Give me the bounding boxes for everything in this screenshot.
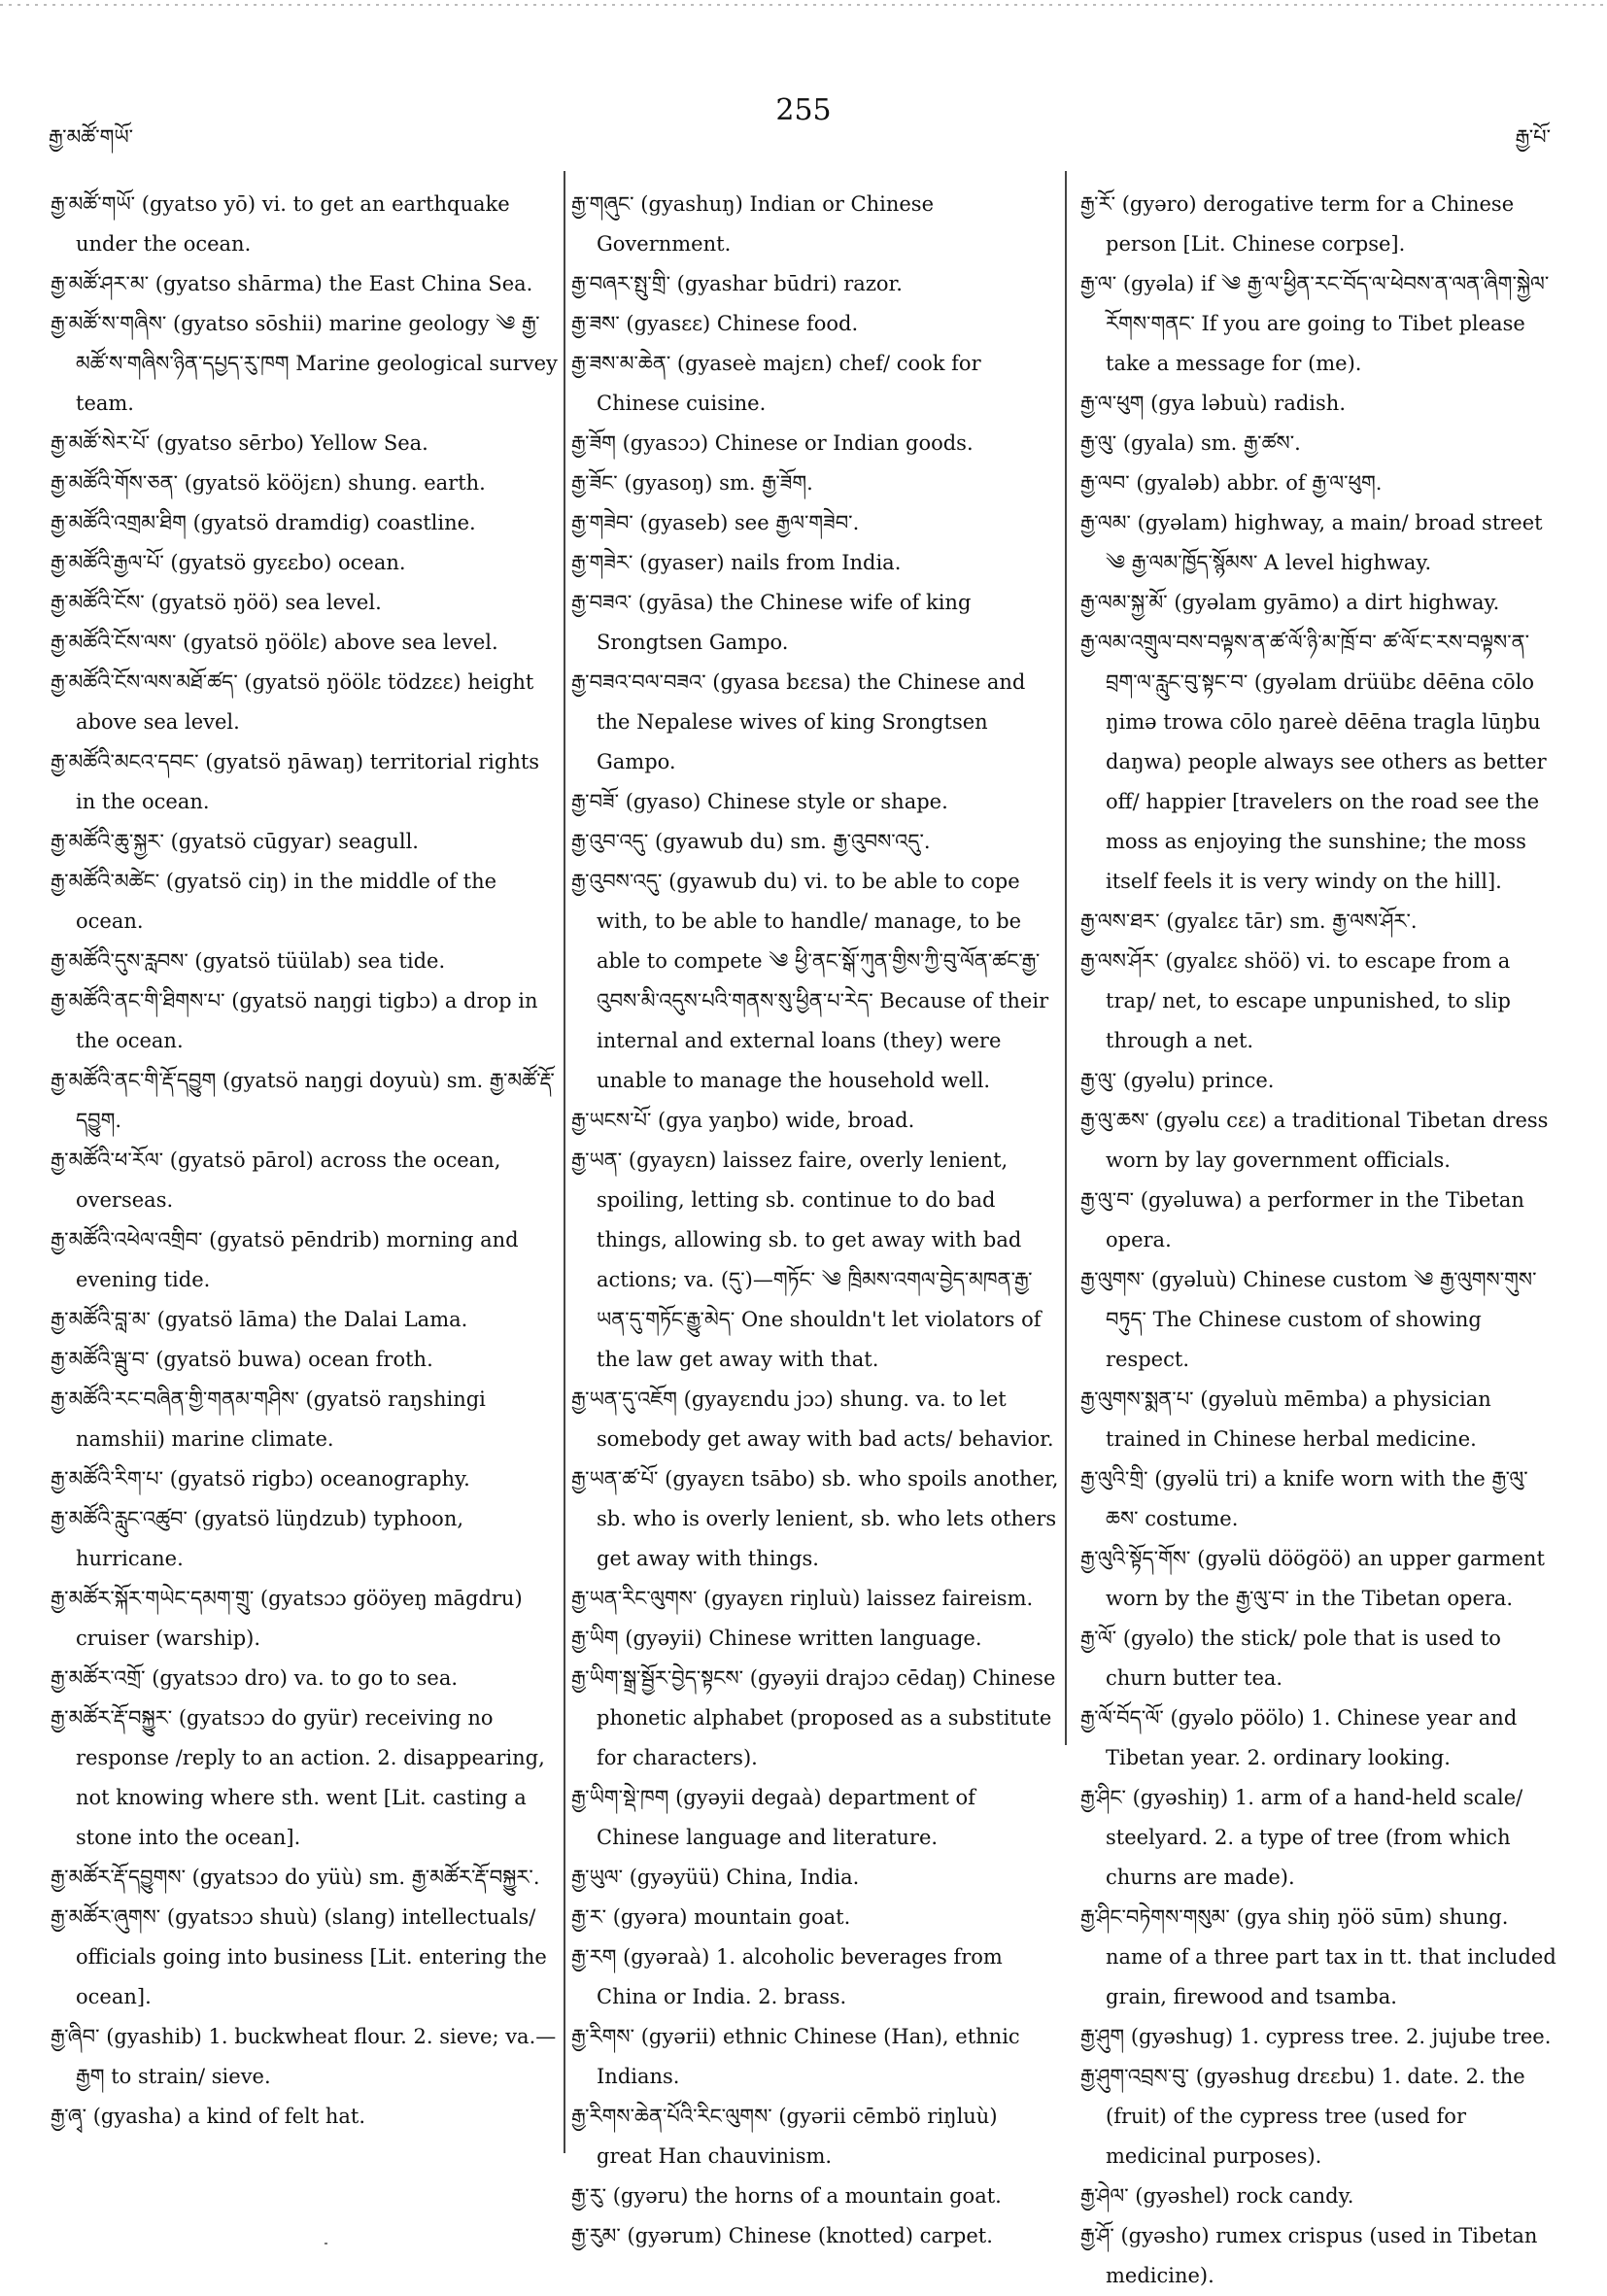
dictionary-entry: [1080, 185, 1560, 264]
entry-headword: རྒྱ་མཚོའི་འཕེལ་འགྲིབ་: [51, 1228, 203, 1251]
running-head-right: རྒྱ་པོ་: [1515, 125, 1551, 149]
dictionary-entry: [1080, 424, 1560, 463]
entry-headword: རྒྱ་མཚོའི་མཚེང་: [51, 870, 160, 893]
entry-headword: རྒྱ་བཟའ་: [571, 591, 633, 614]
dictionary-entry: [51, 1340, 564, 1380]
entry-definition: (gyəluù) Chinese custom ༄ རྒྱ་ལུགས་གུས་བཏུད་ The Chinese custom of showing respect.: [1106, 1268, 1537, 1371]
entry-headword: རྒྱ་རུམ་: [571, 2224, 621, 2247]
entry-headword: རྒྱ་མཚོའི་གོས་ཅན་: [51, 471, 179, 495]
dictionary-entry: [1080, 2057, 1560, 2176]
entry-definition: (gyatsö dramdig) coastline.: [186, 511, 476, 534]
dictionary-entry: [571, 583, 1059, 663]
dictionary-entry: [1080, 2216, 1560, 2296]
dictionary-entry: [1080, 1061, 1560, 1101]
entry-headword: རྒྱ་ཤུག: [1080, 2025, 1125, 2048]
entry-headword: རྒྱ་ལུགས་: [1080, 1268, 1145, 1291]
dictionary-entry: [51, 1659, 564, 1698]
dictionary-entry: [571, 344, 1059, 424]
dictionary-entry: [51, 981, 564, 1061]
entry-definition: (gyərum) Chinese (knotted) carpet.: [620, 2224, 993, 2247]
dictionary-entry: [51, 1579, 564, 1659]
entry-headword: རྒྱ་མཚོའི་ངོས་: [51, 591, 145, 614]
entry-headword: རྒྱ་བཞར་སྤུ་གྲི་: [571, 272, 670, 295]
dictionary-entry: [1080, 1260, 1560, 1380]
dictionary-entry: [571, 2216, 1059, 2256]
entry-headword: རྒྱ་གཟེར་: [571, 551, 633, 574]
entry-definition: (gyayɛn tsābo) sb. who spoils another, sb. who is overly lenient, sb. who lets others get away with things.: [597, 1467, 1059, 1570]
entry-definition: (gyatsö raŋshingi namshii) marine climate.: [76, 1388, 486, 1451]
entry-definition: (gyatsɔɔ dro) va. to go to sea.: [145, 1666, 459, 1690]
dictionary-entry: [1080, 942, 1560, 1061]
dictionary-entry: [1080, 503, 1560, 583]
entry-headword: རྒྱ་རག: [571, 1945, 617, 1969]
dictionary-entry: [1080, 384, 1560, 424]
entry-headword: རྒྱ་མཚོ་སེར་པོ་: [51, 431, 151, 455]
entry-definition: (gyatsö buwa) ocean froth.: [149, 1348, 433, 1371]
entry-definition: (gyatsö ciŋ) in the middle of the ocean.: [76, 870, 497, 933]
entry-headword: རྒྱ་ལུ་: [1080, 1069, 1117, 1092]
entry-headword: རྒྱ་མཚོའི་རིག་པ་: [51, 1467, 164, 1491]
entry-definition: (gyatsɔɔ do yüù) sm. རྒྱ་མཚོར་རྡོ་བསྐྱུར་.: [186, 1866, 540, 1889]
entry-headword: རྒྱ་གཞུང་: [571, 192, 634, 216]
entry-headword: རྒྱ་ཟོག: [571, 431, 616, 455]
entry-headword: རྒྱ་རིགས་ཆེན་པོའི་རིང་ལུགས་: [571, 2105, 772, 2128]
entry-definition: (gyatsö naŋgi doyuù) sm. རྒྱ་མཚོ་རྡོ་དབྱུག.: [76, 1069, 555, 1132]
entry-definition: (gyatsö gyɛɛbo) ocean.: [163, 551, 406, 574]
entry-headword: རྒྱ་ཟོང་: [571, 471, 618, 495]
entry-headword: རྒྱ་ཡིག་སྒྲ་སྦྱོར་བྱེད་སྟངས་: [571, 1666, 744, 1690]
entry-definition: (gyatsö ŋāwaŋ) territorial rights in the ocean.: [76, 750, 540, 813]
entry-definition: (gyəlam) highway, a main/ broad street ༄ རྒྱ་ལམ་ཁྱོད་སྙོམས་ A level highway.: [1106, 511, 1543, 574]
dictionary-entry: [571, 1778, 1059, 1858]
entry-definition: (gyatsö kööjɛn) shung. earth.: [178, 471, 486, 495]
dictionary-entry: [51, 1698, 564, 1858]
entry-headword: རྒྱ་ཞྭ་: [51, 2105, 87, 2128]
entry-headword: རྒྱ་མཚོར་རྡོ་དབྱུགས་: [51, 1866, 186, 1889]
entry-headword: རྒྱ་མཚོ་གཡོ་: [51, 192, 136, 216]
dictionary-entry: [1080, 2017, 1560, 2057]
entry-definition: (gyalɛɛ tār) sm. རྒྱ་ལས་ཤོར་.: [1159, 909, 1418, 933]
dictionary-entry: [51, 304, 564, 424]
dictionary-entry: [571, 2017, 1059, 2097]
entry-headword: རྒྱ་ལབ་: [1080, 471, 1130, 495]
entry-definition: (gyatsö ŋöö) sea level.: [144, 591, 382, 614]
dictionary-entry: [571, 264, 1059, 304]
entry-headword: རྒྱ་ལམ་འགྲུལ་བས་བལྟས་ན་ཚ་ལོ་ཉི་མ་ཁྲོ་བ་ ཚ་ལོ་ང་རས་བལྟས་ན་བྲག་ལ་རླུང་བུ་སྟང་བ་: [1080, 631, 1530, 694]
entry-definition: (gyəla) if ༄ རྒྱ་ལ་ཕྱིན་རང་བོད་ལ་ཕེབས་ན་ལན་ཞིག་སྐྱེལ་རོགས་གནང་ If you are going to Tibet please take a message for (me).: [1106, 272, 1550, 375]
entry-headword: རྒྱ་ལུའི་སྟོད་གོས་: [1080, 1547, 1191, 1570]
entry-definition: (gyəshel) rock candy.: [1128, 2184, 1354, 2208]
entry-definition: (gyaseè majɛn) chef/ cook for Chinese cuisine.: [597, 352, 981, 415]
dictionary-entry: [51, 1898, 564, 2017]
entry-headword: རྒྱ་ཤོ་: [1080, 2224, 1114, 2247]
entry-headword: རྒྱ་མཚོར་རྡོ་བསྐྱུར་: [51, 1706, 173, 1730]
dictionary-entry: [51, 1499, 564, 1579]
entry-headword: རྒྱ་ཡན་དུ་འཇོག: [571, 1388, 677, 1411]
dictionary-entry: [51, 503, 564, 543]
entry-headword: རྒྱ་ར་: [571, 1905, 607, 1929]
entry-headword: རྒྱ་མཚོའི་ལྦུ་བ་: [51, 1348, 150, 1371]
entry-headword: རྒྱ་མཚོ་ས་གཞིས་: [51, 312, 167, 335]
entry-definition: (gyəlü tri) a knife worn with the རྒྱ་ལུ་ཆས་ costume.: [1106, 1467, 1528, 1530]
dictionary-entry: [1080, 1698, 1560, 1778]
entry-headword: རྒྱ་མཚོའི་ངོས་ལས་མཐོ་ཚད་: [51, 670, 238, 694]
entry-definition: (gyashib) 1. buckwheat flour. 2. sieve; va.—རྒྱག to strain/ sieve.: [76, 2025, 557, 2088]
entry-definition: (gyəluù mēmba) a physician trained in Chinese herbal medicine.: [1106, 1388, 1491, 1451]
entry-headword: རྒྱ་རུ་: [571, 2184, 607, 2208]
dictionary-entry: [571, 463, 1059, 503]
entry-definition: (gyatsö ŋöölɛ) above sea level.: [176, 631, 498, 654]
entry-headword: རྒྱ་མཚོའི་དུས་རླབས་: [51, 949, 188, 973]
dictionary-entry: [1080, 902, 1560, 942]
dictionary-entry: [51, 424, 564, 463]
entry-definition: (gyasɔɔ) Chinese or Indian goods.: [615, 431, 974, 455]
entry-definition: (gyawub du) vi. to be able to cope with, to be able to handle/ manage, to be able to compete ༄ ཕྱི་ནང་སྒོ་ཀུན་གྱིས་ཀྱི་བུ་ལོན་ཚང་རྒྱ་འུབས་མི་འདུས་པའི་གནས་སུ་ཕྱིན་པ་རེད་ Because of their internal and external loans (they) were unable to manage the household well.: [597, 870, 1049, 1092]
entry-definition: (gyaser) nails from India.: [633, 551, 902, 574]
dictionary-entry: [51, 543, 564, 583]
dictionary-entry: [571, 185, 1059, 264]
entry-headword: རྒྱ་རོ་: [1080, 192, 1116, 216]
dictionary-entry: [571, 2097, 1059, 2176]
page-number: 255: [775, 93, 832, 127]
entry-definition: (gyatsɔɔ do gyür) receiving no response /reply to an action. 2. disappearing, not knowing where sth. went [Lit. casting a stone into the ocean].: [76, 1706, 545, 1849]
dictionary-entry: [51, 185, 564, 264]
dictionary-entry: [51, 1858, 564, 1898]
entry-headword: རྒྱ་ཟས་: [571, 312, 620, 335]
dictionary-entry: [1080, 1459, 1560, 1539]
running-head-left: རྒྱ་མཚོ་གཡོ་: [49, 125, 134, 149]
entry-definition: (gyayɛndu jɔɔ) shung. va. to let somebody get away with bad acts/ behavior.: [597, 1388, 1054, 1451]
dictionary-column-2: [571, 185, 1059, 2256]
entry-definition: (gyəyii drajɔɔ cēdaŋ) Chinese phonetic alphabet (proposed as a substitute for characters).: [597, 1666, 1056, 1769]
dictionary-entry: [1080, 623, 1560, 902]
dictionary-entry: [1080, 463, 1560, 503]
dictionary-column-3: [1080, 185, 1560, 2296]
entry-definition: (gyəru) the horns of a mountain goat.: [606, 2184, 1002, 2208]
dictionary-entry: [1080, 2176, 1560, 2216]
dictionary-entry: [51, 2017, 564, 2097]
entry-definition: (gya yaŋbo) wide, broad.: [651, 1109, 915, 1132]
entry-headword: རྒྱ་ལུ་: [1080, 431, 1117, 455]
entry-headword: རྒྱ་མཚོའི་འགྲམ་ཐིག: [51, 511, 187, 534]
entry-definition: (gyatso shārma) the East China Sea.: [149, 272, 533, 295]
entry-headword: རྒྱ་མཚོའི་རང་བཞིན་གྱི་གནམ་གཤིས་: [51, 1388, 299, 1411]
column-divider: [1065, 171, 1067, 1745]
entry-definition: (gyəyii degaà) department of Chinese language and literature.: [597, 1786, 975, 1849]
dictionary-entry: [51, 1300, 564, 1340]
dictionary-entry: [51, 1459, 564, 1499]
entry-headword: རྒྱ་ལས་ཐར་: [1080, 909, 1160, 933]
entry-definition: (gyayɛn) laissez faire, overly lenient, spoiling, letting sb. continue to do bad things, allowing sb. to get away with bad actions; va. (དུ་)—གཏོང་ ༄ ཁྲིམས་འགལ་བྱེད་མཁན་རྒྱ་ཡན་དུ་གཏོང་རྒྱུ་མེད་ One shouldn't let violators of the law get away with that.: [597, 1148, 1042, 1371]
entry-headword: རྒྱ་ལུ་བ་: [1080, 1188, 1135, 1212]
entry-headword: རྒྱ་ལོ་བོད་ལོ་: [1080, 1706, 1164, 1730]
dictionary-entry: [571, 503, 1059, 543]
entry-headword: རྒྱ་མཚོ་ཤར་མ་: [51, 272, 150, 295]
entry-headword: རྒྱ་བཟའ་བལ་བཟའ་: [571, 670, 706, 694]
entry-definition: (gyatsö cūgyar) seagull.: [163, 830, 419, 853]
entry-definition: (gyəraà) 1. alcoholic beverages from China or India. 2. brass.: [597, 1945, 1003, 2008]
entry-headword: རྒྱ་བཟོ་: [571, 790, 620, 813]
dictionary-entry: [571, 782, 1059, 822]
dictionary-entry: [51, 1380, 564, 1459]
scan-artifact-line: [0, 4, 1607, 6]
dictionary-entry: [571, 1619, 1059, 1659]
entry-headword: རྒྱ་ཡིག: [571, 1627, 619, 1650]
dictionary-entry: [51, 2097, 564, 2137]
dictionary-entry: [1080, 1778, 1560, 1898]
entry-headword: རྒྱ་ཤེལ་: [1080, 2184, 1129, 2208]
dictionary-entry: [1080, 264, 1560, 384]
entry-definition: (gyəlu cɛɛ) a traditional Tibetan dress worn by lay government officials.: [1106, 1109, 1549, 1172]
entry-headword: རྒྱ་མཚོའི་ནང་གི་རྡོ་དབྱུག: [51, 1069, 217, 1092]
entry-definition: (gyəsho) rumex crispus (used in Tibetan medicine).: [1106, 2224, 1538, 2287]
entry-definition: (gyəyii) Chinese written language.: [618, 1627, 982, 1650]
dictionary-entry: [571, 1898, 1059, 1937]
dictionary-entry: [571, 862, 1059, 1101]
entry-headword: རྒྱ་ལུགས་སྨན་པ་: [1080, 1388, 1194, 1411]
entry-definition: (gyəlu) prince.: [1116, 1069, 1275, 1092]
entry-definition: (gyəra) mountain goat.: [606, 1905, 851, 1929]
dictionary-entry: [571, 822, 1059, 862]
entry-definition: (gyəlam drüübɛ dēēna cōlo ŋimə trowa cōlo ŋareè dēēna tragla lūŋbu daŋwa) people always see others as better off/ happier [travelers on the road see the moss as enjoying the sunshine; the moss itself feels it is very windy on the hill].: [1106, 670, 1547, 893]
dictionary-entry: [571, 1937, 1059, 2017]
entry-headword: རྒྱ་མཚོར་ཞུགས་: [51, 1905, 161, 1929]
entry-headword: རྒྱ་ཡན་ཚ་པོ་: [571, 1467, 659, 1491]
entry-definition: (gyatsɔɔ gööyeŋ māgdru) cruiser (warship).: [76, 1587, 523, 1650]
dictionary-entry: [1080, 1380, 1560, 1459]
entry-headword: རྒྱ་མཚོར་འགྲོ་: [51, 1666, 146, 1690]
entry-definition: (gyasɛɛ) Chinese food.: [619, 312, 859, 335]
entry-definition: (gyatsö lāma) the Dalai Lama.: [150, 1308, 468, 1331]
dictionary-entry: [1080, 1539, 1560, 1619]
entry-headword: རྒྱ་མཚོའི་རྒྱལ་པོ་: [51, 551, 164, 574]
dictionary-entry: [571, 1141, 1059, 1380]
entry-definition: (gya ləbuù) radish.: [1144, 392, 1346, 415]
entry-definition: (gyatsö rigbɔ) oceanography.: [163, 1467, 470, 1491]
entry-headword: རྒྱ་ཡིག་སྡེ་ཁག: [571, 1786, 669, 1809]
entry-definition: (gyatsö tüülab) sea tide.: [188, 949, 446, 973]
dictionary-entry: [1080, 1181, 1560, 1260]
dictionary-entry: [51, 583, 564, 623]
entry-definition: (gyatso sērbo) Yellow Sea.: [150, 431, 428, 455]
entry-definition: (gyatso sōshii) marine geology ༄ རྒྱ་མཚོ་ས་གཞིས་ཉིན་དཔྱད་རུ་ཁག Marine geological survey team.: [76, 312, 558, 415]
dictionary-entry: [51, 742, 564, 822]
dictionary-entry: [51, 463, 564, 503]
dictionary-entry: [571, 1380, 1059, 1459]
entry-definition: (gyərii cēmbö riŋluù) great Han chauvinism.: [597, 2105, 998, 2168]
entry-definition: (gyəlo pöölo) 1. Chinese year and Tibetan year. 2. ordinary looking.: [1106, 1706, 1518, 1769]
entry-definition: (gyəlam gyāmo) a dirt highway.: [1167, 591, 1500, 614]
dictionary-entry: [571, 1579, 1059, 1619]
entry-definition: (gyatso yō) vi. to get an earthquake under the ocean.: [76, 192, 510, 256]
dictionary-entry: [1080, 1619, 1560, 1698]
entry-headword: རྒྱ་ལམ་སྐྱ་མོ་: [1080, 591, 1168, 614]
dictionary-entry: [571, 2176, 1059, 2216]
dictionary-entry: [571, 1459, 1059, 1579]
entry-headword: རྒྱ་ཡུལ་: [571, 1866, 624, 1889]
entry-headword: རྒྱ་ཡན་: [571, 1148, 623, 1172]
entry-definition: (gyashuŋ) Indian or Chinese Government.: [597, 192, 935, 256]
entry-definition: (gyəshiŋ) 1. arm of a hand-held scale/ steelyard. 2. a type of tree (from which churns are made).: [1106, 1786, 1523, 1889]
entry-definition: (gyatsɔɔ shuù) (slang) intellectuals/ officials going into business [Lit. entering the ocean].: [76, 1905, 547, 2008]
entry-definition: (gyatsö lüŋdzub) typhoon, hurricane.: [76, 1507, 464, 1570]
entry-definition: (gyərii) ethnic Chinese (Han), ethnic Indians.: [597, 2025, 1020, 2088]
entry-definition: (gyəluwa) a performer in the Tibetan opera.: [1106, 1188, 1524, 1251]
entry-definition: (gyaləb) abbr. of རྒྱ་ལ་ཕུག.: [1129, 471, 1383, 495]
entry-headword: རྒྱ་ལམ་: [1080, 511, 1131, 534]
entry-definition: (gyatsö ŋöölɛ tödzɛɛ) height above sea level.: [76, 670, 534, 734]
dictionary-entry: [571, 1659, 1059, 1778]
dictionary-entry: [51, 264, 564, 304]
entry-definition: (gyatsö pēndrib) morning and evening tide.: [76, 1228, 519, 1291]
entry-definition: (gyəro) derogative term for a Chinese person [Lit. Chinese corpse].: [1106, 192, 1515, 256]
dictionary-entry: [51, 1141, 564, 1220]
entry-headword: རྒྱ་ལ་: [1080, 272, 1117, 295]
entry-headword: རྒྱ་གཟེབ་: [571, 511, 633, 534]
dictionary-entry: [571, 663, 1059, 782]
entry-headword: རྒྱ་ལུ་ཆས་: [1080, 1109, 1149, 1132]
entry-definition: (gyaseb) see རྒྱལ་གཟེབ་.: [633, 511, 860, 534]
entry-headword: རྒྱ་ཤིང་བཏེགས་གསུམ་: [1080, 1905, 1230, 1929]
entry-definition: (gyaso) Chinese style or shape.: [619, 790, 948, 813]
entry-headword: རྒྱ་མཚོར་སྐོར་གཡེང་དམག་གྲུ་: [51, 1587, 255, 1610]
entry-definition: (gyawub du) sm. རྒྱ་འུབས་འདུ་.: [648, 830, 931, 853]
entry-definition: (gyəyüü) China, India.: [623, 1866, 860, 1889]
scan-speck: [325, 2243, 327, 2245]
dictionary-entry: [571, 424, 1059, 463]
entry-definition: (gyalɛɛ shöö) vi. to escape from a trap/ net, to escape unpunished, to slip through a net.: [1106, 949, 1511, 1052]
dictionary-entry: [571, 543, 1059, 583]
entry-headword: རྒྱ་ཟས་མ་ཆེན་: [571, 352, 671, 375]
entry-definition: (gyayɛn riŋluù) laissez faireism.: [697, 1587, 1034, 1610]
entry-headword: རྒྱ་མཚོའི་མངའ་དབང་: [51, 750, 199, 773]
dictionary-entry: [1080, 583, 1560, 623]
dictionary-entry: [1080, 1898, 1560, 2017]
entry-headword: རྒྱ་མཚོའི་ངོས་ལས་: [51, 631, 177, 654]
entry-headword: རྒྱ་རིགས་: [571, 2025, 635, 2048]
dictionary-column-1: [51, 185, 564, 2137]
entry-headword: རྒྱ་ཞིབ་: [51, 2025, 100, 2048]
entry-definition: (gyasha) a kind of felt hat.: [86, 2105, 365, 2128]
entry-definition: (gya shiŋ ŋöö sūm) shung. name of a three part tax in tt. that included grain, firewood and tsamba.: [1106, 1905, 1556, 2008]
entry-definition: (gyatsö naŋgi tigbɔ) a drop in the ocean.: [76, 989, 538, 1052]
dictionary-entry: [571, 1101, 1059, 1141]
dictionary-entry: [571, 304, 1059, 344]
dictionary-entry: [51, 663, 564, 742]
entry-headword: རྒྱ་མཚོའི་བླ་མ་: [51, 1308, 151, 1331]
entry-definition: (gyəlü döögöö) an upper garment worn by the རྒྱ་ལུ་བ་ in the Tibetan opera.: [1106, 1547, 1545, 1610]
entry-headword: རྒྱ་ལུའི་གྲི་: [1080, 1467, 1148, 1491]
entry-definition: (gyasoŋ) sm. རྒྱ་ཟོག.: [617, 471, 813, 495]
entry-definition: (gyəshug drɛɛbu) 1. date. 2. the (fruit) of the cypress tree (used for medicinal purposes).: [1106, 2065, 1525, 2168]
entry-headword: རྒྱ་མཚོའི་ཆུ་སྐྱར་: [51, 830, 164, 853]
dictionary-entry: [571, 1858, 1059, 1898]
entry-definition: (gyala) sm. རྒྱ་ཚས་.: [1116, 431, 1301, 455]
entry-headword: རྒྱ་ལ་ཕུག: [1080, 392, 1145, 415]
entry-headword: རྒྱ་མཚོའི་ནང་གི་ཐིགས་པ་: [51, 989, 225, 1012]
dictionary-entry: [51, 1061, 564, 1141]
entry-headword: རྒྱ་ཡངས་པོ་: [571, 1109, 652, 1132]
dictionary-entry: [51, 1220, 564, 1300]
entry-definition: (gyatsö pārol) across the ocean, overseas.: [76, 1148, 501, 1212]
entry-headword: རྒྱ་ཡན་རིང་ལུགས་: [571, 1587, 698, 1610]
entry-headword: རྒྱ་ཤུག་འབྲས་བུ་: [1080, 2065, 1190, 2088]
entry-headword: རྒྱ་ལས་ཤོར་: [1080, 949, 1159, 973]
dictionary-entry: [51, 862, 564, 942]
entry-headword: རྒྱ་ཤིང་: [1080, 1786, 1126, 1809]
entry-headword: རྒྱ་འུབས་འདུ་: [571, 870, 663, 893]
dictionary-entry: [51, 623, 564, 663]
dictionary-entry: [1080, 1101, 1560, 1181]
entry-headword: རྒྱ་འུབ་འདུ་: [571, 830, 649, 853]
entry-definition: (gyāsa) the Chinese wife of king Srongtsen Gampo.: [597, 591, 972, 654]
entry-headword: རྒྱ་མཚོའི་རླུང་འཚུབ་: [51, 1507, 188, 1530]
column-divider: [564, 171, 565, 2153]
dictionary-entry: [51, 822, 564, 862]
entry-definition: (gyashar būdri) razor.: [670, 272, 903, 295]
entry-definition: (gyasa bɛɛsa) the Chinese and the Nepalese wives of king Srongtsen Gampo.: [597, 670, 1026, 773]
entry-headword: རྒྱ་ལོ་: [1080, 1627, 1117, 1650]
dictionary-entry: [51, 942, 564, 981]
entry-definition: (gyəlo) the stick/ pole that is used to churn butter tea.: [1106, 1627, 1501, 1690]
entry-headword: རྒྱ་མཚོའི་ཕ་རོལ་: [51, 1148, 164, 1172]
entry-definition: (gyəshug) 1. cypress tree. 2. jujube tree.: [1124, 2025, 1552, 2048]
